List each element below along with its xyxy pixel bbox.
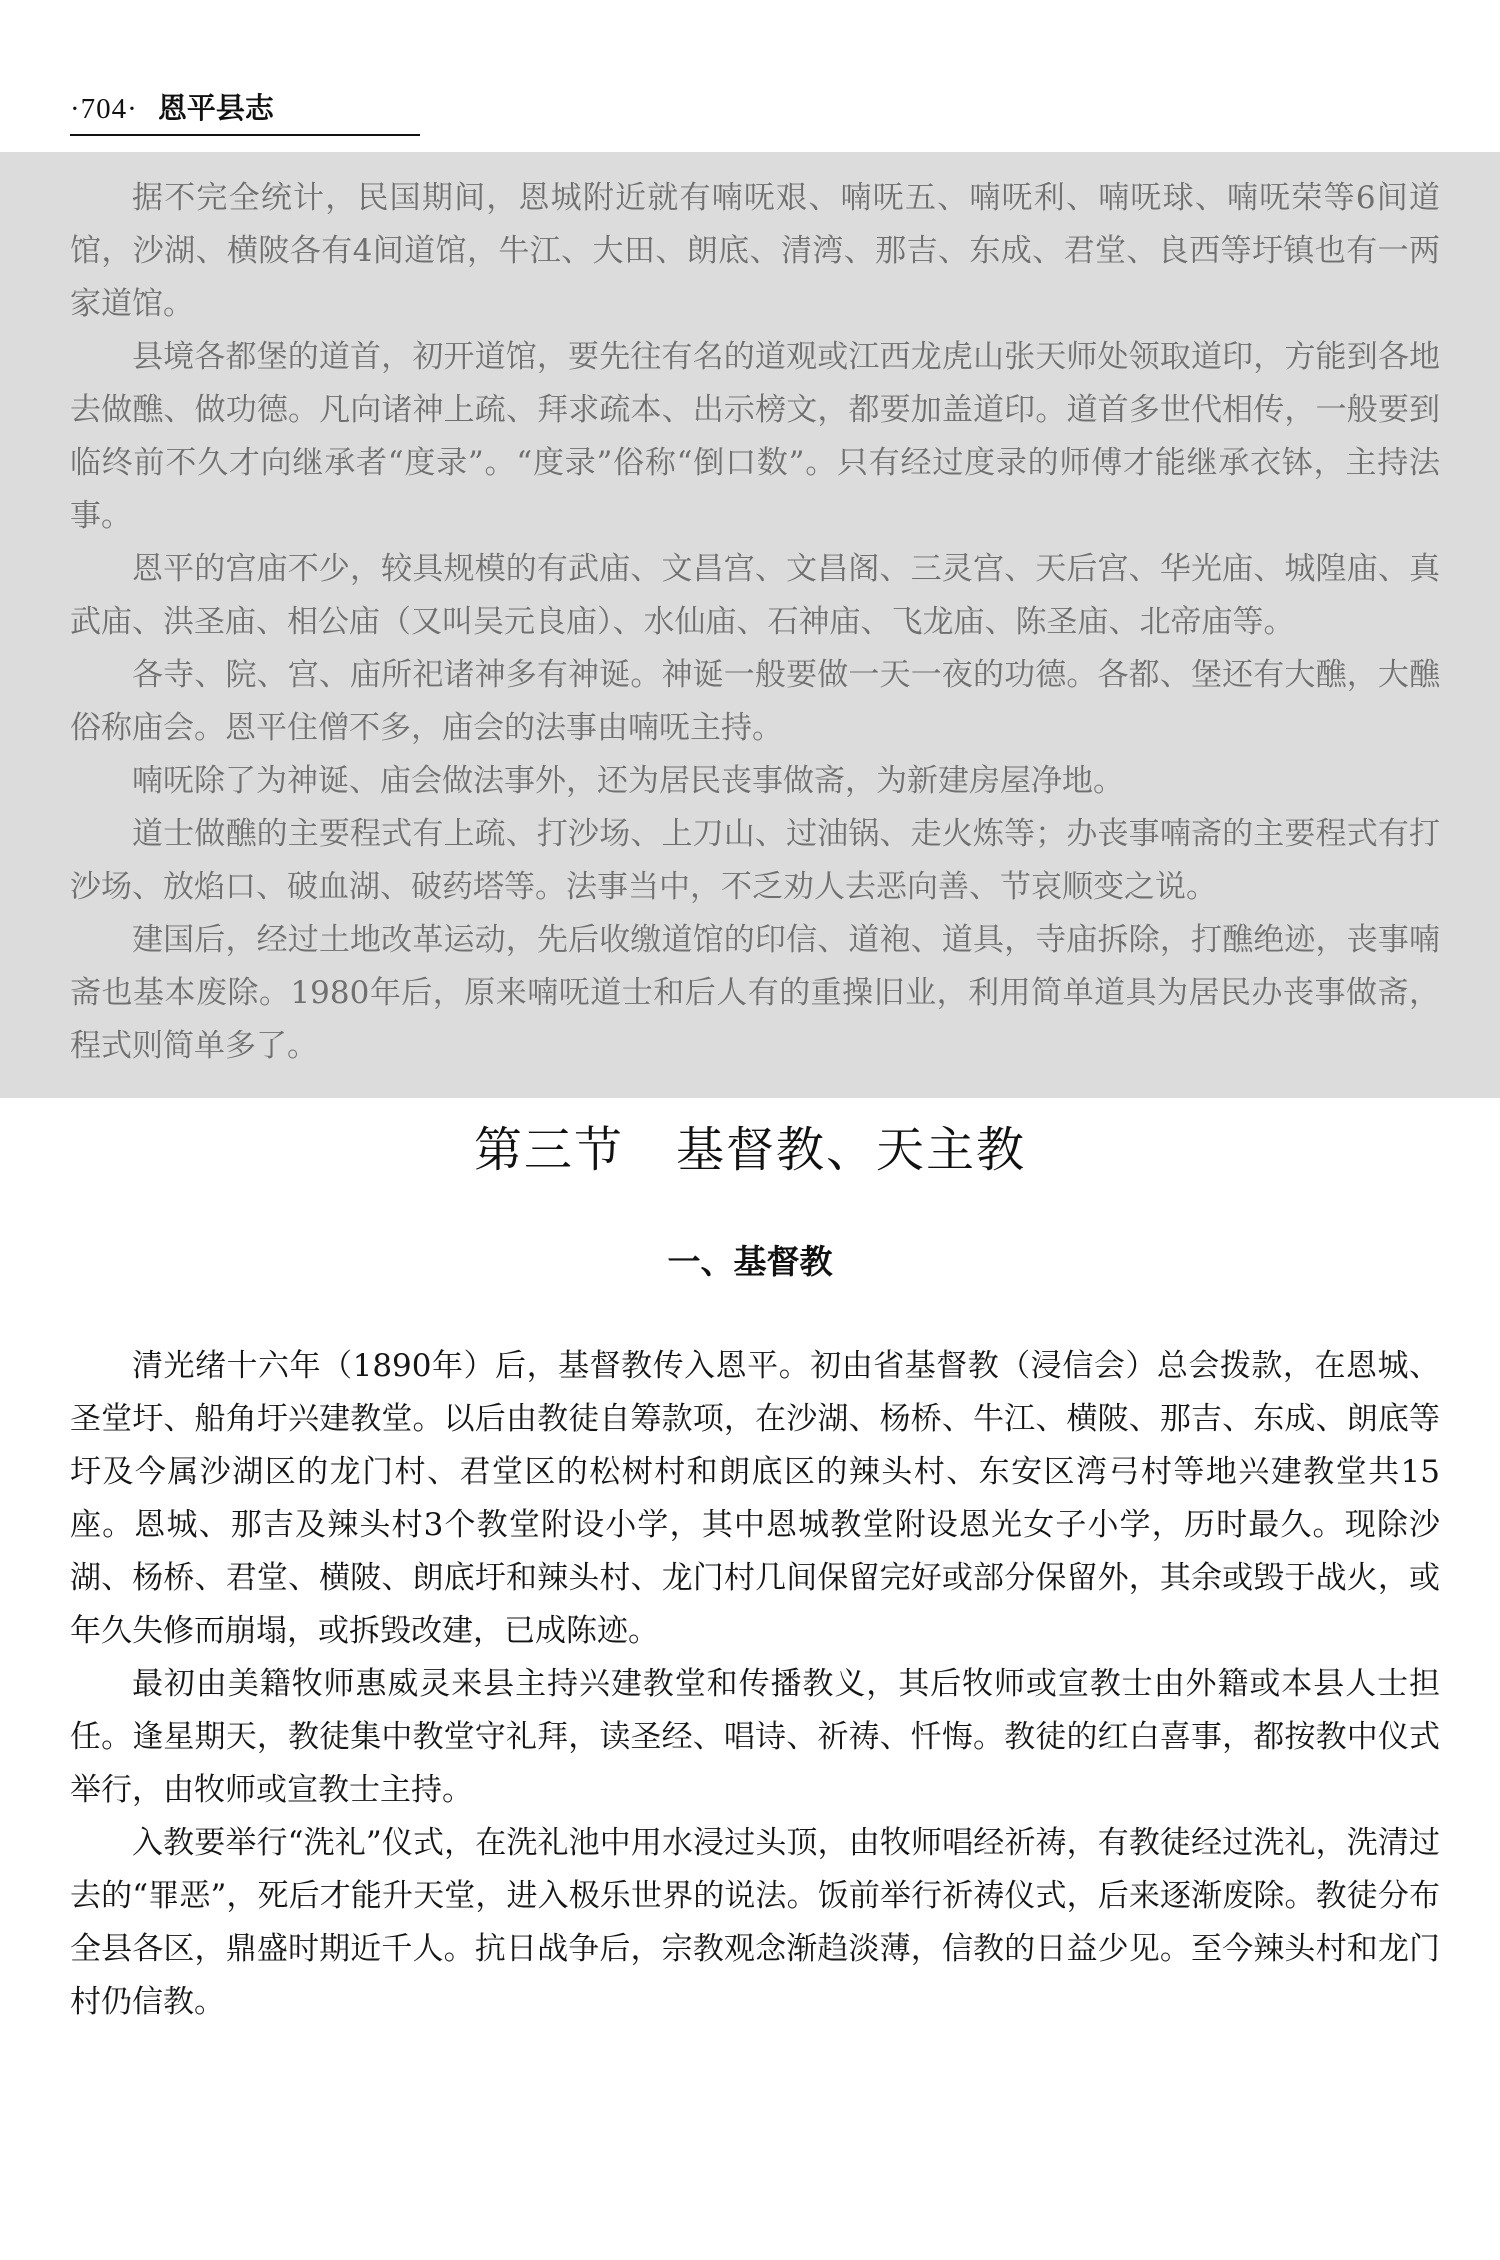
subsection-title: 一、基督教 — [667, 1242, 833, 1281]
shaded-continuation-block — [0, 152, 1500, 1098]
shaded-paragraph: 据不完全统计，民国期间，恩城附近就有喃呒艰、喃呒五、喃呒利、喃呒球、喃呒荣等6间道馆，沙湖、横陂各有4间道馆，牛江、大田、朗底、清湾、那吉、东成、君堂、良西等圩镇也有一两家道馆。 — [70, 180, 1440, 322]
shaded-paragraph: 建国后，经过土地改革运动，先后收缴道馆的印信、道袍、道具，寺庙拆除，打醮绝迹，丧事喃斋也基本废除。1980年后，原来喃呒道士和后人有的重操旧业，利用简单道具为居民办丧事做斋，程式则简单多了。 — [70, 922, 1440, 1064]
book-title: 恩平县志 — [157, 91, 274, 125]
section-number: 第三节 — [473, 1122, 624, 1178]
section-name: 基督教、天主教 — [676, 1122, 1027, 1178]
body-paragraph: 清光绪十六年（1890年）后，基督教传入恩平。初由省基督教（浸信会）总会拨款，在恩城、圣堂圩、船角圩兴建教堂。以后由教徒自筹款项，在沙湖、杨桥、牛江、横陂、那吉、东成、朗底等圩及今属沙湖区的龙门村、君堂区的松树村和朗底区的辣头村、东安区湾弓村等地兴建教堂共15座。恩城、那吉及辣头村3个教堂附设小学，其中恩城教堂附设恩光女子小学，历时最久。现除沙湖、杨桥、君堂、横陂、朗底圩和辣头村、龙门村几间保留完好或部分保留外，其余或毁于战火，或年久失修而崩塌，或拆毁改建，已成陈迹。 — [70, 1348, 1440, 1649]
body-paragraph: 入教要举行“洗礼”仪式，在洗礼池中用水浸过头顶，由牧师唱经祈祷，有教徒经过洗礼，洗清过去的“罪恶”，死后才能升天堂，进入极乐世界的说法。饭前举行祈祷仪式，后来逐渐废除。教徒分布全县各区，鼎盛时期近千人。抗日战争后，宗教观念渐趋淡薄，信教的日益少见。至今辣头村和龙门村仍信教。 — [70, 1825, 1440, 2020]
page-header — [70, 88, 420, 136]
body-paragraph: 最初由美籍牧师惠威灵来县主持兴建教堂和传播教义，其后牧师或宣教士由外籍或本县人士担任。逢星期天，教徒集中教堂守礼拜，读圣经、唱诗、祈祷、忏悔。教徒的红白喜事，都按教中仪式举行，由牧师或宣教士主持。 — [70, 1666, 1440, 1808]
shaded-paragraph: 道士做醮的主要程式有上疏、打沙场、上刀山、过油锅、走火炼等；办丧事喃斋的主要程式有打沙场、放焰口、破血湖、破药塔等。法事当中，不乏劝人去恶向善、节哀顺变之说。 — [70, 816, 1440, 905]
shaded-paragraph: 各寺、院、宫、庙所祀诸神多有神诞。神诞一般要做一天一夜的功德。各都、堡还有大醮，大醮俗称庙会。恩平住僧不多，庙会的法事由喃呒主持。 — [70, 657, 1440, 746]
shaded-paragraph: 县境各都堡的道首，初开道馆，要先往有名的道观或江西龙虎山张天师处领取道印，方能到各地去做醮、做功德。凡向诸神上疏、拜求疏本、出示榜文，都要加盖道印。道首多世代相传，一般要到临终前不久才向继承者“度录”。“度录”俗称“倒口数”。只有经过度录的师傅才能继承衣钵，主持法事。 — [70, 339, 1440, 534]
page-number: ·704· — [70, 93, 138, 125]
shaded-paragraph: 恩平的宫庙不少，较具规模的有武庙、文昌宫、文昌阁、三灵宫、天后宫、华光庙、城隍庙、真武庙、洪圣庙、相公庙（又叫吴元良庙）、水仙庙、石神庙、飞龙庙、陈圣庙、北帝庙等。 — [70, 551, 1440, 640]
section-title — [0, 1120, 1500, 1180]
shaded-paragraph: 喃呒除了为神诞、庙会做法事外，还为居民丧事做斋，为新建房屋净地。 — [132, 763, 1124, 799]
main-text-block — [70, 1340, 1440, 2029]
